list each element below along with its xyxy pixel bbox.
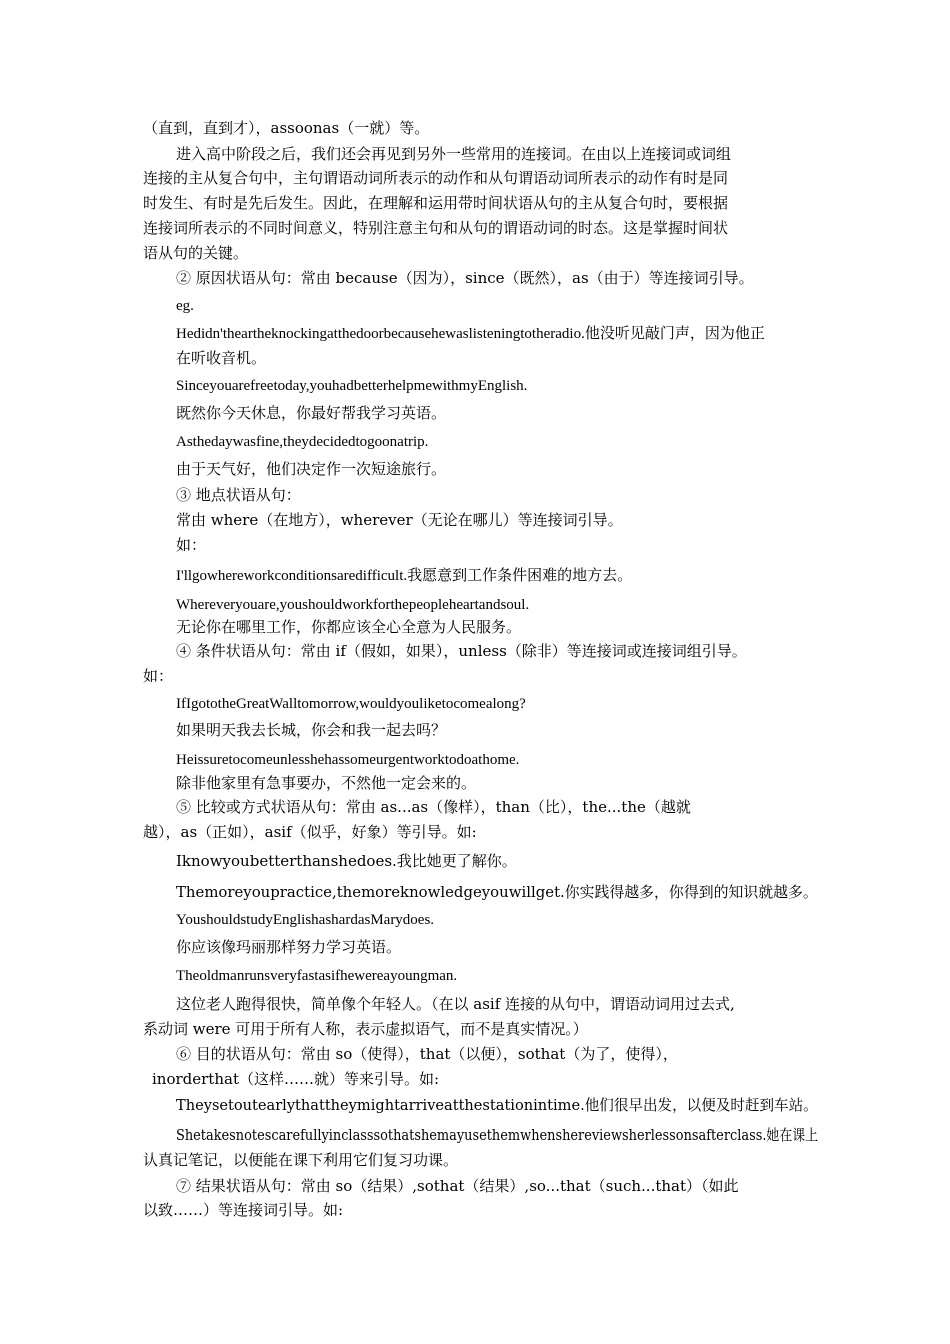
text-line: 连接的主从复合句中，主句谓语动词所表示的动作和从句谓语动词所表示的动作有时是同	[143, 169, 729, 187]
example-sentence: Theysetoutearlythattheymightarriveatthestationintime.他们很早出发，以便及时赶到车站。	[176, 1096, 818, 1114]
example-sentence: Themoreyoupractice,themoreknowledgeyouwillget.你实践得越多，你得到的知识就越多。	[176, 883, 818, 901]
translation: 无论你在哪里工作，你都应该全心全意为人民服务。	[176, 618, 522, 636]
text-line: 以致……）等连接词引导。如:	[143, 1201, 344, 1219]
text-line: 在听收音机。	[176, 349, 267, 367]
section-heading: ⑥ 目的状语从句：常由 so（使得），that（以便），sothat（为了，使得），	[176, 1045, 678, 1063]
text-line: 越），as（正如），asif（似乎，好象）等引导。如:	[143, 823, 477, 841]
example-sentence: IfIgototheGreatWalltomorrow,wouldyouliketocomealong?	[176, 696, 526, 712]
example-sentence: Sinceyouarefreetoday,youhadbetterhelpmewithmyEnglish.	[176, 378, 528, 394]
section-heading: ③ 地点状语从句：	[176, 486, 301, 504]
example-sentence: Heissuretocomeunlesshehassomeurgentworktodoathome.	[176, 752, 520, 768]
text-line: 如：	[143, 667, 174, 685]
example-sentence: I'llgowhereworkconditionsaredifficult.我愿意到工作条件困难的地方去。	[176, 568, 633, 584]
text-line: 进入高中阶段之后，我们还会再见到另外一些常用的连接词。在由以上连接词或词组	[176, 145, 732, 163]
section-heading: ④ 条件状语从句：常由 if（假如，如果），unless（除非）等连接词或连接词组引导。	[176, 642, 747, 660]
text-line: （直到，直到才），assoonas（一就）等。	[143, 119, 430, 137]
text-line: 语从句的关键。	[143, 244, 249, 262]
text-line: inorderthat（这样……就）等来引导。如:	[152, 1070, 440, 1088]
example-sentence: Iknowyoubetterthanshedoes.我比她更了解你。	[176, 852, 517, 870]
text-line: 认真记笔记，以便能在课下利用它们复习功课。	[143, 1151, 459, 1169]
example-sentence: Shetakesnotescarefullyinclasssothatshemayusethemwhenshereviewsherlessonsafterclass.她在课上	[176, 1126, 819, 1144]
section-heading: ⑦ 结果状语从句：常由 so（结果）,sothat（结果）,so...that（such...that）（如此	[176, 1177, 739, 1195]
translation: 这位老人跑得很快，简单像个年轻人。（在以 asif 连接的从句中，谓语动词用过去式,	[176, 995, 735, 1013]
section-heading: ⑤ 比较或方式状语从句：常由 as...as（像样），than（比），the...the（越就	[176, 798, 691, 816]
translation: 如果明天我去长城，你会和我一起去吗？	[176, 721, 447, 739]
text-line: 如：	[176, 536, 207, 554]
example-sentence: Asthedaywasfine,theydecidedtogoonatrip.	[176, 434, 429, 450]
text-line: eg.	[176, 298, 194, 314]
example-sentence: Whereveryouare,youshouldworkforthepeopleheartandsoul.	[176, 597, 530, 613]
text-line: 连接词所表示的不同时间意义，特别注意主句和从句的谓语动词的时态。这是掌握时间状	[143, 219, 729, 237]
translation: 你应该像玛丽那样努力学习英语。	[176, 938, 402, 956]
text-line: 常由 where（在地方），wherever（无论在哪儿）等连接词引导。	[176, 511, 623, 529]
example-sentence: Theoldmanrunsveryfastasifhewereayoungman.	[176, 968, 458, 984]
text-line: 系动词 were 可用于所有人称，表示虚拟语气，而不是真实情况。）	[143, 1020, 588, 1038]
translation: 由于天气好，他们决定作一次短途旅行。	[176, 460, 447, 478]
text-line: 时发生、有时是先后发生。因此，在理解和运用带时间状语从句的主从复合句时，要根据	[143, 194, 729, 212]
example-sentence: YoushouldstudyEnglishashardasMarydoes.	[176, 912, 435, 928]
translation: 既然你今天休息，你最好帮我学习英语。	[176, 404, 447, 422]
section-heading: ② 原因状语从句：常由 because（因为），since（既然），as（由于）等连接词引导。	[176, 269, 754, 287]
translation: 除非他家里有急事要办，不然他一定会来的。	[176, 774, 477, 792]
example-sentence: Hedidn'theartheknockingatthedoorbecausehewaslisteningtotheradio.他没听见敲门声，因为他正	[176, 326, 765, 342]
